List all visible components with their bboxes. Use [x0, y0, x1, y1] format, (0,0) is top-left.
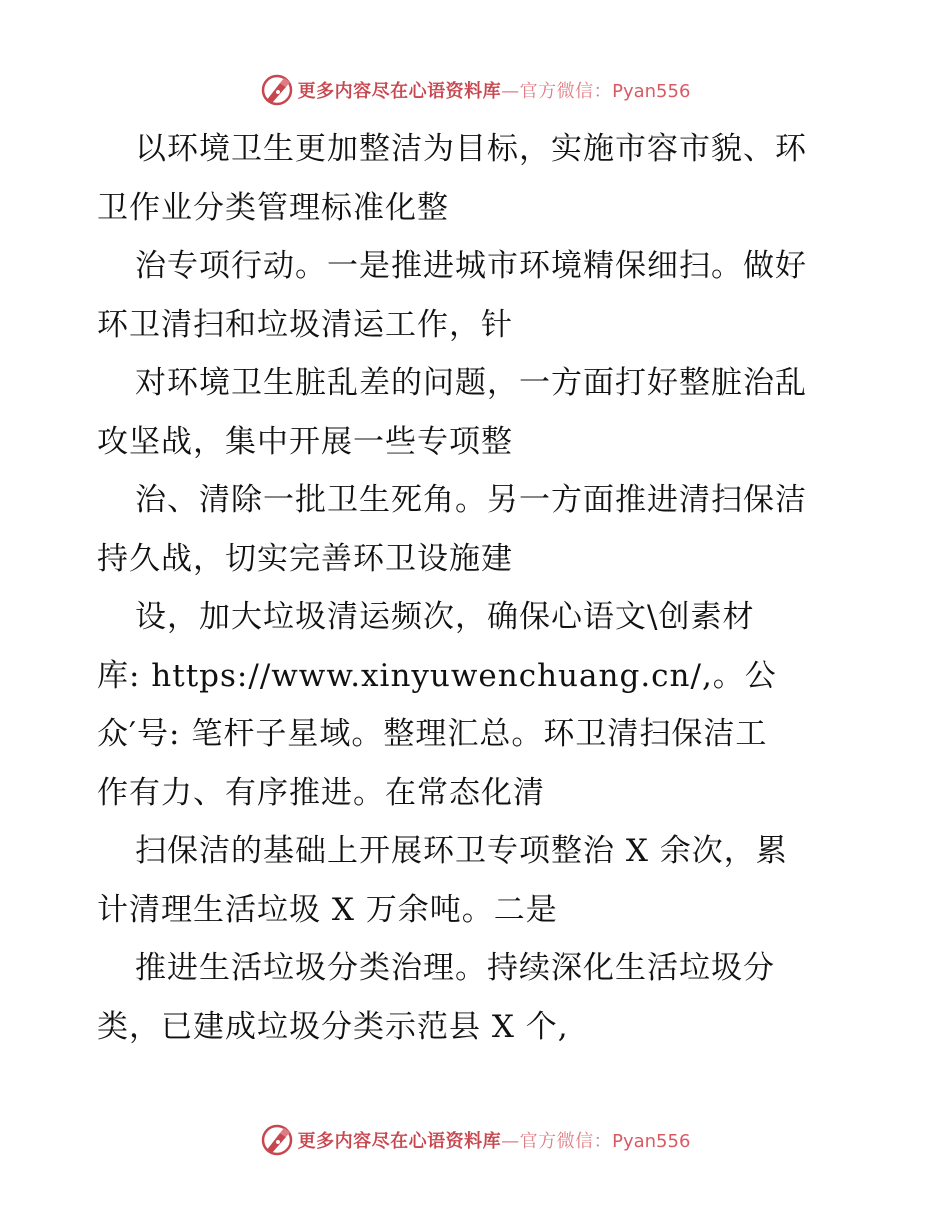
body-line: 众′号: 笔杆子星域。整理汇总。环卫清扫保洁工: [97, 716, 768, 752]
header-banner-main: 更多内容尽在心语资料库: [297, 81, 502, 102]
header-banner-text: [298, 77, 691, 103]
body-line: 以环境卫生更加整洁为目标，实施市容市貌、环: [135, 131, 807, 167]
body-line: 计清理生活垃圾 X 万余吨。二是: [97, 891, 558, 928]
document-body: [97, 120, 857, 1056]
header-banner-id: Pyan556: [612, 81, 691, 102]
body-line: 设，加大垃圾清运频次，确保心语文\创素材: [135, 599, 755, 635]
header-watermark-banner: [0, 70, 950, 110]
body-line: 扫保洁的基础上开展环卫专项整治 X 余次，累: [135, 833, 788, 869]
body-line: 攻坚战，集中开展一些专项整: [97, 423, 513, 460]
body-line: 持久战，切实完善环卫设施建: [97, 540, 513, 577]
body-line: 库: https://www.xinyuwenchuang.cn/,。公: [97, 657, 777, 694]
body-line: 治、清除一批卫生死角。另一方面推进清扫保洁: [135, 482, 807, 518]
footer-banner-text: [298, 1127, 691, 1153]
body-line: 对环境卫生脏乱差的问题，一方面打好整脏治乱: [135, 365, 807, 401]
pen-nib-logo-icon: [260, 1123, 294, 1157]
pen-nib-logo-icon: [260, 73, 294, 107]
body-line: 卫作业分类管理标准化整: [97, 189, 449, 226]
body-line: 推进生活垃圾分类治理。持续深化生活垃圾分: [135, 950, 775, 986]
footer-banner-dash: —官方微信：: [501, 1131, 613, 1152]
header-banner-dash: —官方微信：: [501, 81, 613, 102]
body-line: 环卫清扫和垃圾清运工作，针: [97, 306, 513, 343]
footer-banner-id: Pyan556: [612, 1131, 691, 1152]
footer-banner-main: 更多内容尽在心语资料库: [297, 1131, 502, 1152]
body-line: 作有力、有序推进。在常态化清: [97, 774, 545, 811]
body-line: 治专项行动。一是推进城市环境精保细扫。做好: [135, 248, 807, 284]
footer-watermark-banner: [0, 1120, 950, 1160]
body-line: 类，已建成垃圾分类示范县 X 个,: [97, 1008, 569, 1045]
